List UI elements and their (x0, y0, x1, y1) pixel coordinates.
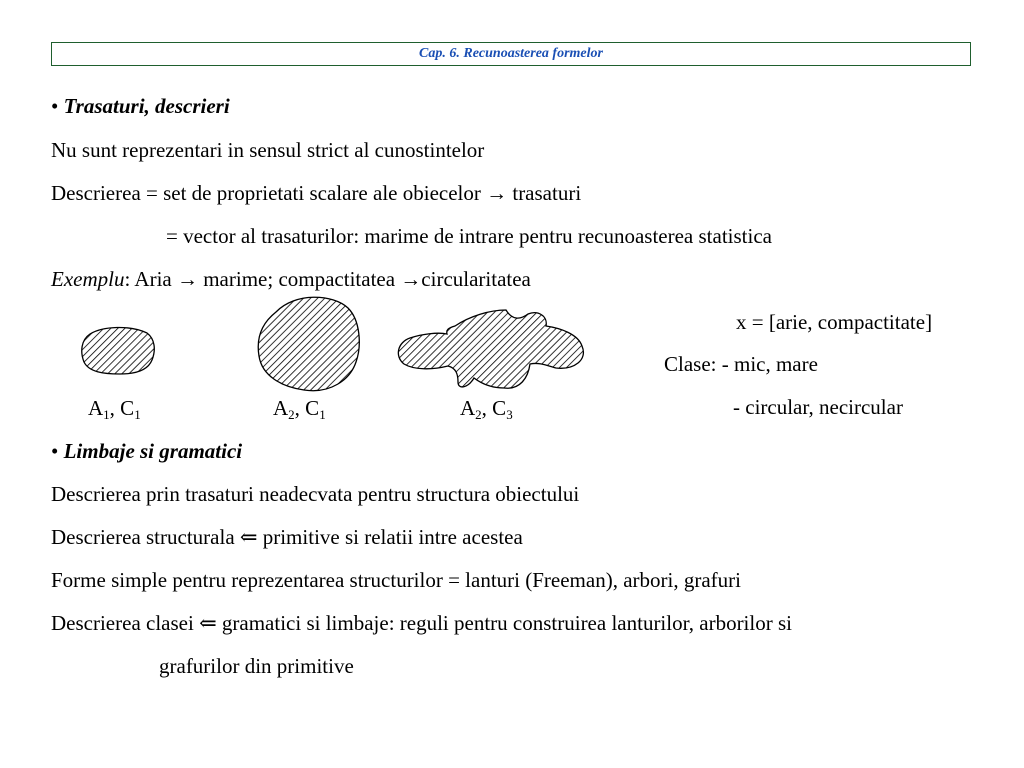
text-line: = vector al trasaturilor: marime de intrare pentru recunoasterea statistica (166, 224, 772, 248)
bullet-glyph: • (51, 94, 59, 118)
small-compact-blob (82, 327, 155, 374)
text-line: Descrierea = set de proprietati scalare ale obiecelor → trasaturi (51, 181, 582, 205)
example-text: : Aria → marime; compactitatea →circularitatea (124, 267, 531, 291)
classes-text: Clase: - mic, mare (664, 352, 818, 376)
bullet-heading-features (51, 94, 230, 118)
shape-label-3: $A_2$, $C_3$ (460, 396, 513, 422)
bullet-glyph: • (51, 439, 59, 463)
text-line: grafurilor din primitive (159, 654, 354, 678)
text-line: Descrierea clasei ⇐ gramatici si limbaje: reguli pentru construirea lanturilor, arborilor si (51, 611, 792, 635)
example-line (51, 267, 531, 291)
text-line: Nu sunt reprezentari in sensul strict al cunostintelor (51, 138, 485, 162)
heading-text: Limbaje si gramatici (63, 439, 243, 463)
text-line: Forme simple pentru reprezentarea structurilor = lanturi (Freeman), arbori, grafuri (51, 568, 741, 592)
shape-label-1: $A_1$, $C_1$ (88, 396, 141, 422)
feature-vector-text: x = [arie, compactitate] (736, 310, 933, 334)
shape-label-2: $A_2$, $C_1$ (273, 396, 326, 422)
text-line: Descrierea structurala ⇐ primitive si relatii intre acestea (51, 525, 523, 549)
example-label: Exemplu (51, 267, 125, 291)
slide-header-title: Cap. 6. Recunoasterea formelor (419, 46, 603, 61)
classes-text: - circular, necircular (733, 395, 903, 419)
slide-header (51, 42, 971, 66)
text-line: Descrierea prin trasaturi neadecvata pentru structura obiectului (51, 482, 580, 506)
bullet-heading-grammars (51, 439, 242, 463)
shapes-illustration (0, 290, 620, 400)
heading-text: Trasaturi, descrieri (63, 94, 230, 118)
large-irregular-blob (398, 310, 583, 388)
large-circle-blob (258, 297, 359, 390)
